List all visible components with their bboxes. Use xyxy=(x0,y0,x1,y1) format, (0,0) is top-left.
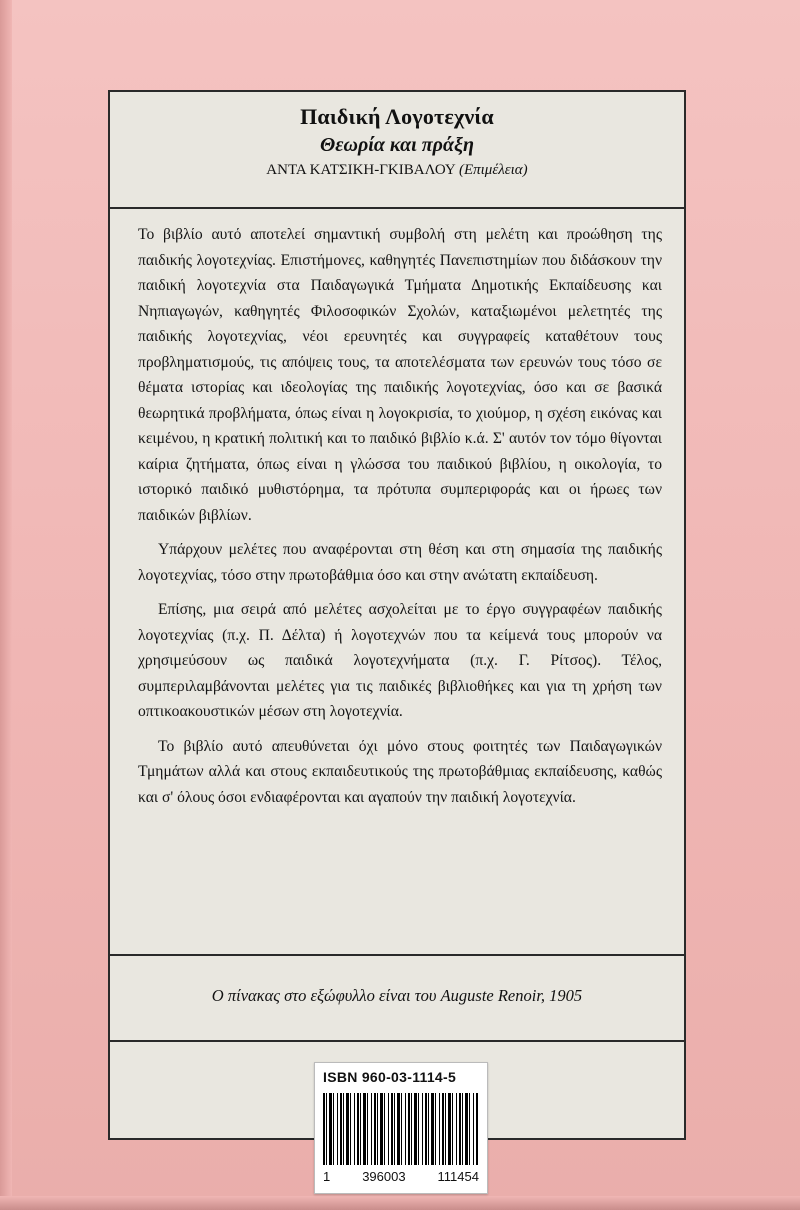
blurb-paragraph-1: Το βιβλίο αυτό αποτελεί σημαντική συμβολή στη μελέτη και προώθηση της παιδικής λογοτεχνίας. Επιστήμονες, καθηγητές Πανεπιστημίων που διδάσκουν την παιδική λογοτεχνία στα Παιδαγωγικά Τμήματα Δημοτικής Εκπαίδευσης και Νηπιαγωγών, καθηγητές Φιλοσοφικών Σχολών, καταξιωμένοι μελετητές της παιδικής λογοτεχνίας, νέοι ερευνητές και συγγραφείς καταθέτουν τους προβληματισμούς, τις απόψεις τους, τα αποτελέσματα των ερευνών τους τόσο σε θέματα ιστορίας και ιδεολογίας της παιδικής λογοτεχνίας, όσο και σε βασικά θεωρητικά προβλήματα, όπως είναι η λογοκρισία, το χιούμορ, η σχέση εικόνας και κειμένου, η κρατική πολιτική και το παιδικό βιβλίο κ.ά. Σ' αυτόν τον τόμο θίγονται καίρια ζητήματα, όπως είναι η γλώσσα του παιδικού βιβλίου, η οικολογία, το ιστορικό παιδικό μυθιστόρημα, τα πρότυπα συμπεριφοράς και οι ήρωες των παιδικών βιβλίων. xyxy=(138,226,662,524)
editor-line xyxy=(110,162,684,179)
book-header xyxy=(110,92,684,209)
cover-spine-edge xyxy=(0,0,12,1210)
blurb-text xyxy=(138,222,662,819)
book-subtitle: Θεωρία και πράξη xyxy=(320,134,474,156)
cover-bottom-edge xyxy=(0,1196,800,1210)
barcode-bars xyxy=(323,1093,479,1165)
barcode-digit-group-2: 111454 xyxy=(437,1169,479,1184)
barcode-sticker xyxy=(314,1062,488,1194)
blurb-paragraph-4: Το βιβλίο αυτό απευθύνεται όχι μόνο στους φοιτητές των Παιδαγωγικών Τμημάτων αλλά και στους εκπαιδευτικούς της πρωτοβάθμιας εκπαίδευσης, καθώς και σ' όλους όσοι ενδιαφέρονται και αγαπούν την παιδική λογοτεχνία. xyxy=(138,737,662,806)
isbn-label: ISBN 960-03-1114-5 xyxy=(323,1069,457,1085)
cover-painting-credit: Ο πίνακας στο εξώφυλλο είναι του Auguste Renoir, 1905 xyxy=(211,986,583,1005)
book-title: Παιδική Λογοτεχνία xyxy=(300,104,494,129)
blurb-paragraph-3: Επίσης, μια σειρά από μελέτες ασχολείται με το έργο συγγραφέων παιδικής λογοτεχνίας (π.χ. Π. Δέλτα) ή λογοτεχνών που τα κείμενά τους μπορούν να χρησιμεύσουν ως παιδικά λογοτεχνήματα (π.χ. Γ. Ρίτσος). Τέλος, συμπεριλαμβάνονται μελέτες για τις παιδικές βιβλιοθήκες και για τη χρήση των οπτικοακουστικών μέσων στη λογοτεχνία. xyxy=(138,601,662,720)
editor-name: ΑΝΤΑ ΚΑΤΣΙΚΗ-ΓΚΙΒΑΛΟΥ xyxy=(266,162,456,178)
barcode-digit-prefix: 1 xyxy=(323,1169,331,1184)
text-panel xyxy=(108,90,686,1140)
editor-role: (Επιμέλεια) xyxy=(458,162,528,178)
barcode-digits xyxy=(323,1169,479,1184)
cover-painting-credit-box xyxy=(110,954,684,1042)
barcode-digit-group-1: 396003 xyxy=(362,1169,406,1184)
blurb-paragraph-2: Υπάρχουν μελέτες που αναφέρονται στη θέση και στη σημασία της παιδικής λογοτεχνίας, τόσο στην πρωτοβάθμια όσο και στην ανώτατη εκπαίδευση. xyxy=(138,541,662,584)
